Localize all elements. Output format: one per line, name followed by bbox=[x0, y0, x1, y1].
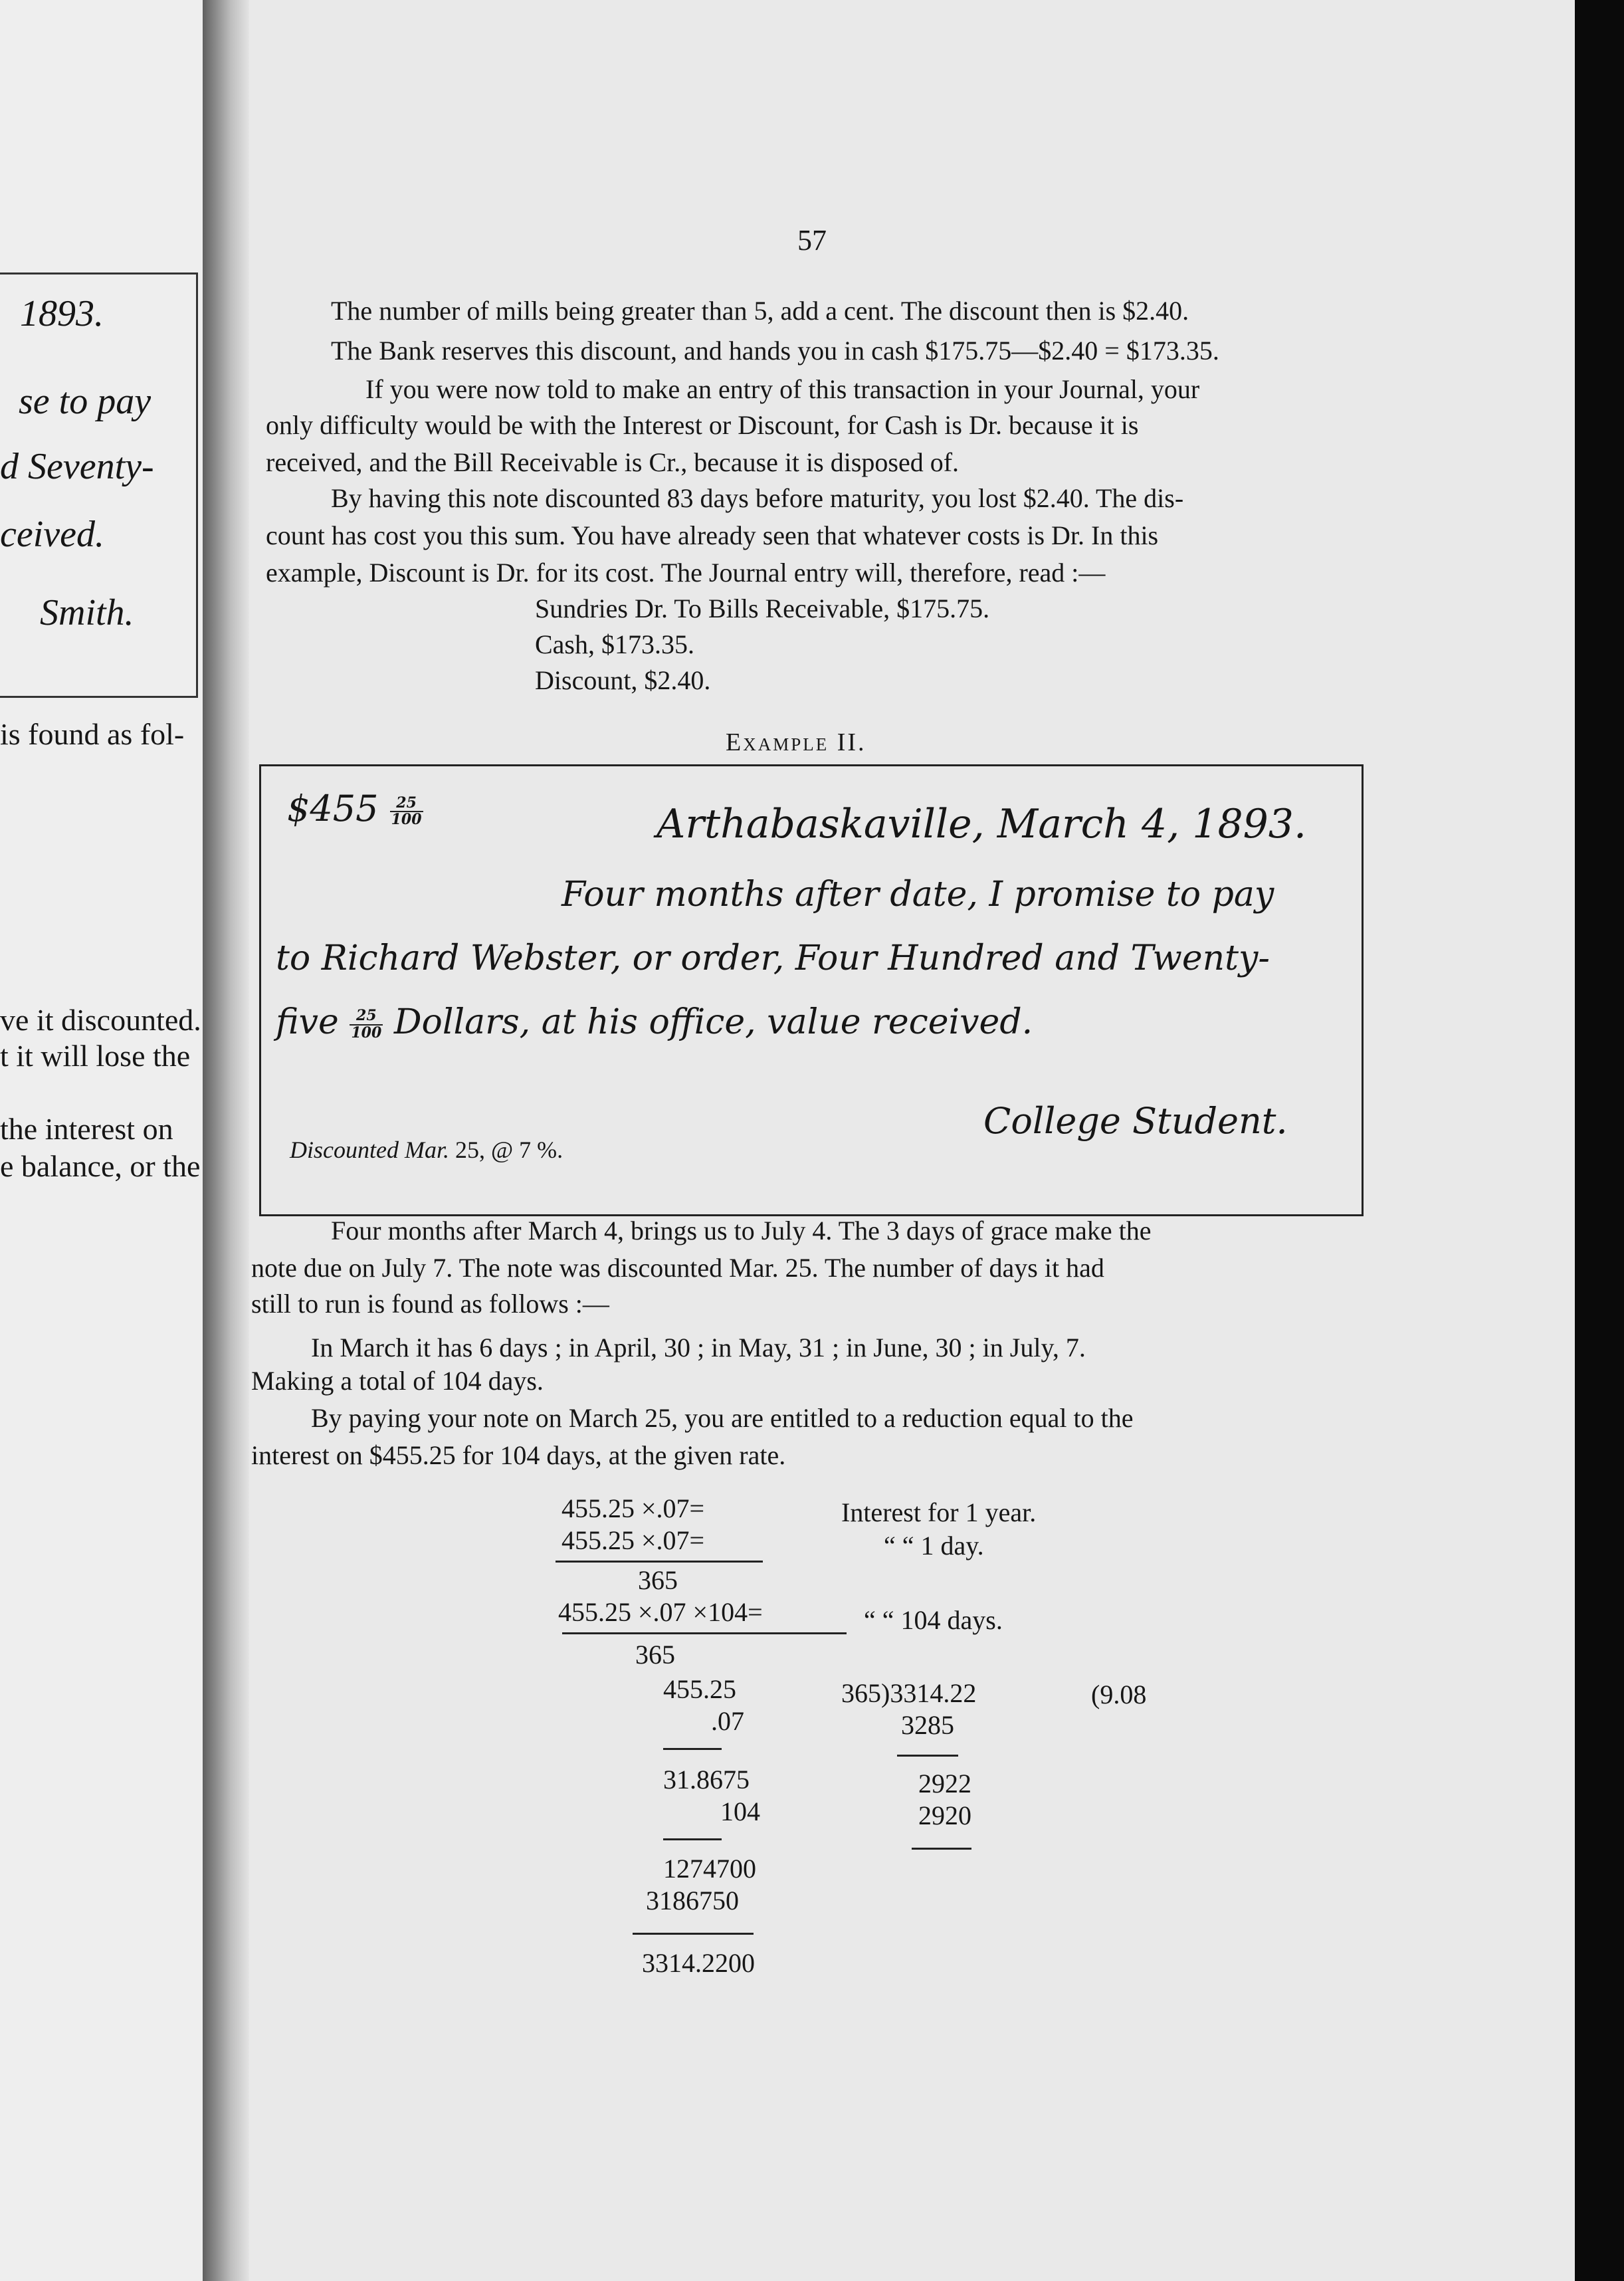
discount-value: 25, @ 7 %. bbox=[455, 1137, 563, 1163]
left-body-line: e balance, or the bbox=[0, 1149, 201, 1183]
calc-row2-left: 455.25 ×.07= bbox=[561, 1525, 705, 1555]
note-line: Four months after date, I promise to pay bbox=[561, 875, 1274, 915]
left-page-fragment bbox=[0, 0, 203, 2281]
mult-result: 3314.2200 bbox=[642, 1948, 755, 1978]
note-line3-start: five bbox=[276, 1002, 339, 1042]
mult-rule bbox=[663, 1748, 722, 1750]
div-line: 3285 bbox=[901, 1710, 954, 1740]
paragraph-line: Four months after March 4, brings us to July 4. The 3 days of grace make the bbox=[331, 1216, 1152, 1246]
paragraph-line: By having this note discounted 83 days before maturity, you lost $2.40. The dis- bbox=[331, 483, 1184, 513]
div-line: 2922 bbox=[918, 1769, 971, 1798]
note-amount-whole: $455 bbox=[287, 788, 379, 829]
left-body-line: ve it discounted. bbox=[0, 1003, 201, 1037]
fraction-denominator: 100 bbox=[351, 1024, 382, 1041]
paragraph-line: note due on July 7. The note was discounted Mar. 25. The number of days it had bbox=[251, 1253, 1104, 1283]
note-amount bbox=[287, 788, 423, 829]
left-body-line: the interest on bbox=[0, 1112, 173, 1146]
mult-line: 31.8675 bbox=[663, 1765, 750, 1794]
paragraph-line: still to run is found as follows :— bbox=[251, 1289, 609, 1319]
paragraph-line: only difficulty would be with the Interest or Discount, for Cash is Dr. because it is bbox=[266, 410, 1139, 440]
left-box-line: se to pay bbox=[19, 381, 152, 422]
journal-entry-line: Discount, $2.40. bbox=[535, 665, 711, 695]
page-number: 57 bbox=[797, 224, 827, 257]
left-box-line: 1893. bbox=[20, 293, 104, 334]
journal-entry-line: Sundries Dr. To Bills Receivable, $175.75. bbox=[535, 594, 990, 623]
note-signature: College Student. bbox=[983, 1100, 1288, 1142]
note-line: to Richard Webster, or order, Four Hundred and Twenty- bbox=[276, 938, 1270, 978]
left-box-line: ceived. bbox=[0, 514, 104, 555]
left-box-line: Smith. bbox=[40, 592, 134, 633]
calc-row3-left: 455.25 ×.07 ×104= bbox=[558, 1597, 763, 1627]
paragraph-line: The Bank reserves this discount, and hands you in cash $175.75—$2.40 = $173.35. bbox=[331, 336, 1219, 366]
note-line3-end: Dollars, at his office, value received. bbox=[393, 1002, 1033, 1042]
paragraph-line: example, Discount is Dr. for its cost. The Journal entry will, therefore, read :— bbox=[266, 558, 1106, 588]
fraction-numerator: 25 bbox=[390, 796, 423, 812]
fraction-numerator: 25 bbox=[350, 1008, 383, 1025]
journal-entry-line: Cash, $173.35. bbox=[535, 629, 694, 659]
paragraph-line: In March it has 6 days ; in April, 30 ; in May, 31 ; in June, 30 ; in July, 7. bbox=[311, 1333, 1086, 1362]
page-gutter bbox=[203, 0, 249, 2281]
note-place-date: Arthabaskaville, March 4, 1893. bbox=[657, 801, 1307, 847]
div-rule bbox=[897, 1755, 958, 1757]
mult-line: 3186750 bbox=[646, 1886, 739, 1915]
fraction-denominator: 100 bbox=[391, 811, 422, 828]
note-line bbox=[276, 1002, 1033, 1042]
fraction-bar bbox=[562, 1632, 847, 1634]
mult-line: .07 bbox=[711, 1706, 744, 1736]
mult-line: 1274700 bbox=[663, 1854, 756, 1884]
left-body-line: is found as fol- bbox=[0, 717, 185, 751]
calc-row1-right: Interest for 1 year. bbox=[841, 1497, 1037, 1527]
paragraph-line: interest on $455.25 for 104 days, at the given rate. bbox=[251, 1440, 786, 1470]
calc-row1-left: 455.25 ×.07= bbox=[561, 1493, 705, 1523]
note-line3-fraction bbox=[350, 1008, 383, 1040]
calc-row2-right: “ “ 1 day. bbox=[884, 1531, 984, 1561]
mult-rule bbox=[633, 1933, 754, 1935]
mult-rule bbox=[663, 1838, 722, 1840]
div-line: 365)3314.22 bbox=[841, 1678, 977, 1708]
note-discount-line bbox=[290, 1138, 563, 1162]
left-box-line: d Seventy- bbox=[0, 446, 154, 487]
example-heading: Example II. bbox=[726, 728, 866, 756]
fraction-bar bbox=[556, 1561, 763, 1563]
calc-row2-denominator: 365 bbox=[638, 1565, 678, 1595]
calc-row3-denominator: 365 bbox=[635, 1640, 675, 1670]
mult-line: 455.25 bbox=[663, 1674, 736, 1704]
div-line: 2920 bbox=[918, 1800, 971, 1830]
div-quotient: (9.08 bbox=[1091, 1680, 1147, 1709]
paragraph-line: By paying your note on March 25, you are entitled to a reduction equal to the bbox=[311, 1403, 1134, 1433]
paragraph-line: Making a total of 104 days. bbox=[251, 1366, 544, 1396]
mult-line: 104 bbox=[720, 1796, 760, 1826]
paragraph-line: count has cost you this sum. You have already seen that whatever costs is Dr. In this bbox=[266, 520, 1159, 550]
paragraph-line: received, and the Bill Receivable is Cr., because it is disposed of. bbox=[266, 447, 960, 477]
left-body-line: t it will lose the bbox=[0, 1039, 191, 1073]
discount-label: Discounted Mar. bbox=[290, 1137, 449, 1163]
calc-row3-right: “ “ 104 days. bbox=[864, 1605, 1003, 1635]
div-rule bbox=[912, 1848, 971, 1850]
page-edge bbox=[1575, 0, 1624, 2281]
note-amount-fraction bbox=[390, 796, 423, 827]
paragraph-line: The number of mills being greater than 5, add a cent. The discount then is $2.40. bbox=[331, 296, 1189, 326]
paragraph-line: If you were now told to make an entry of this transaction in your Journal, your bbox=[365, 374, 1200, 404]
